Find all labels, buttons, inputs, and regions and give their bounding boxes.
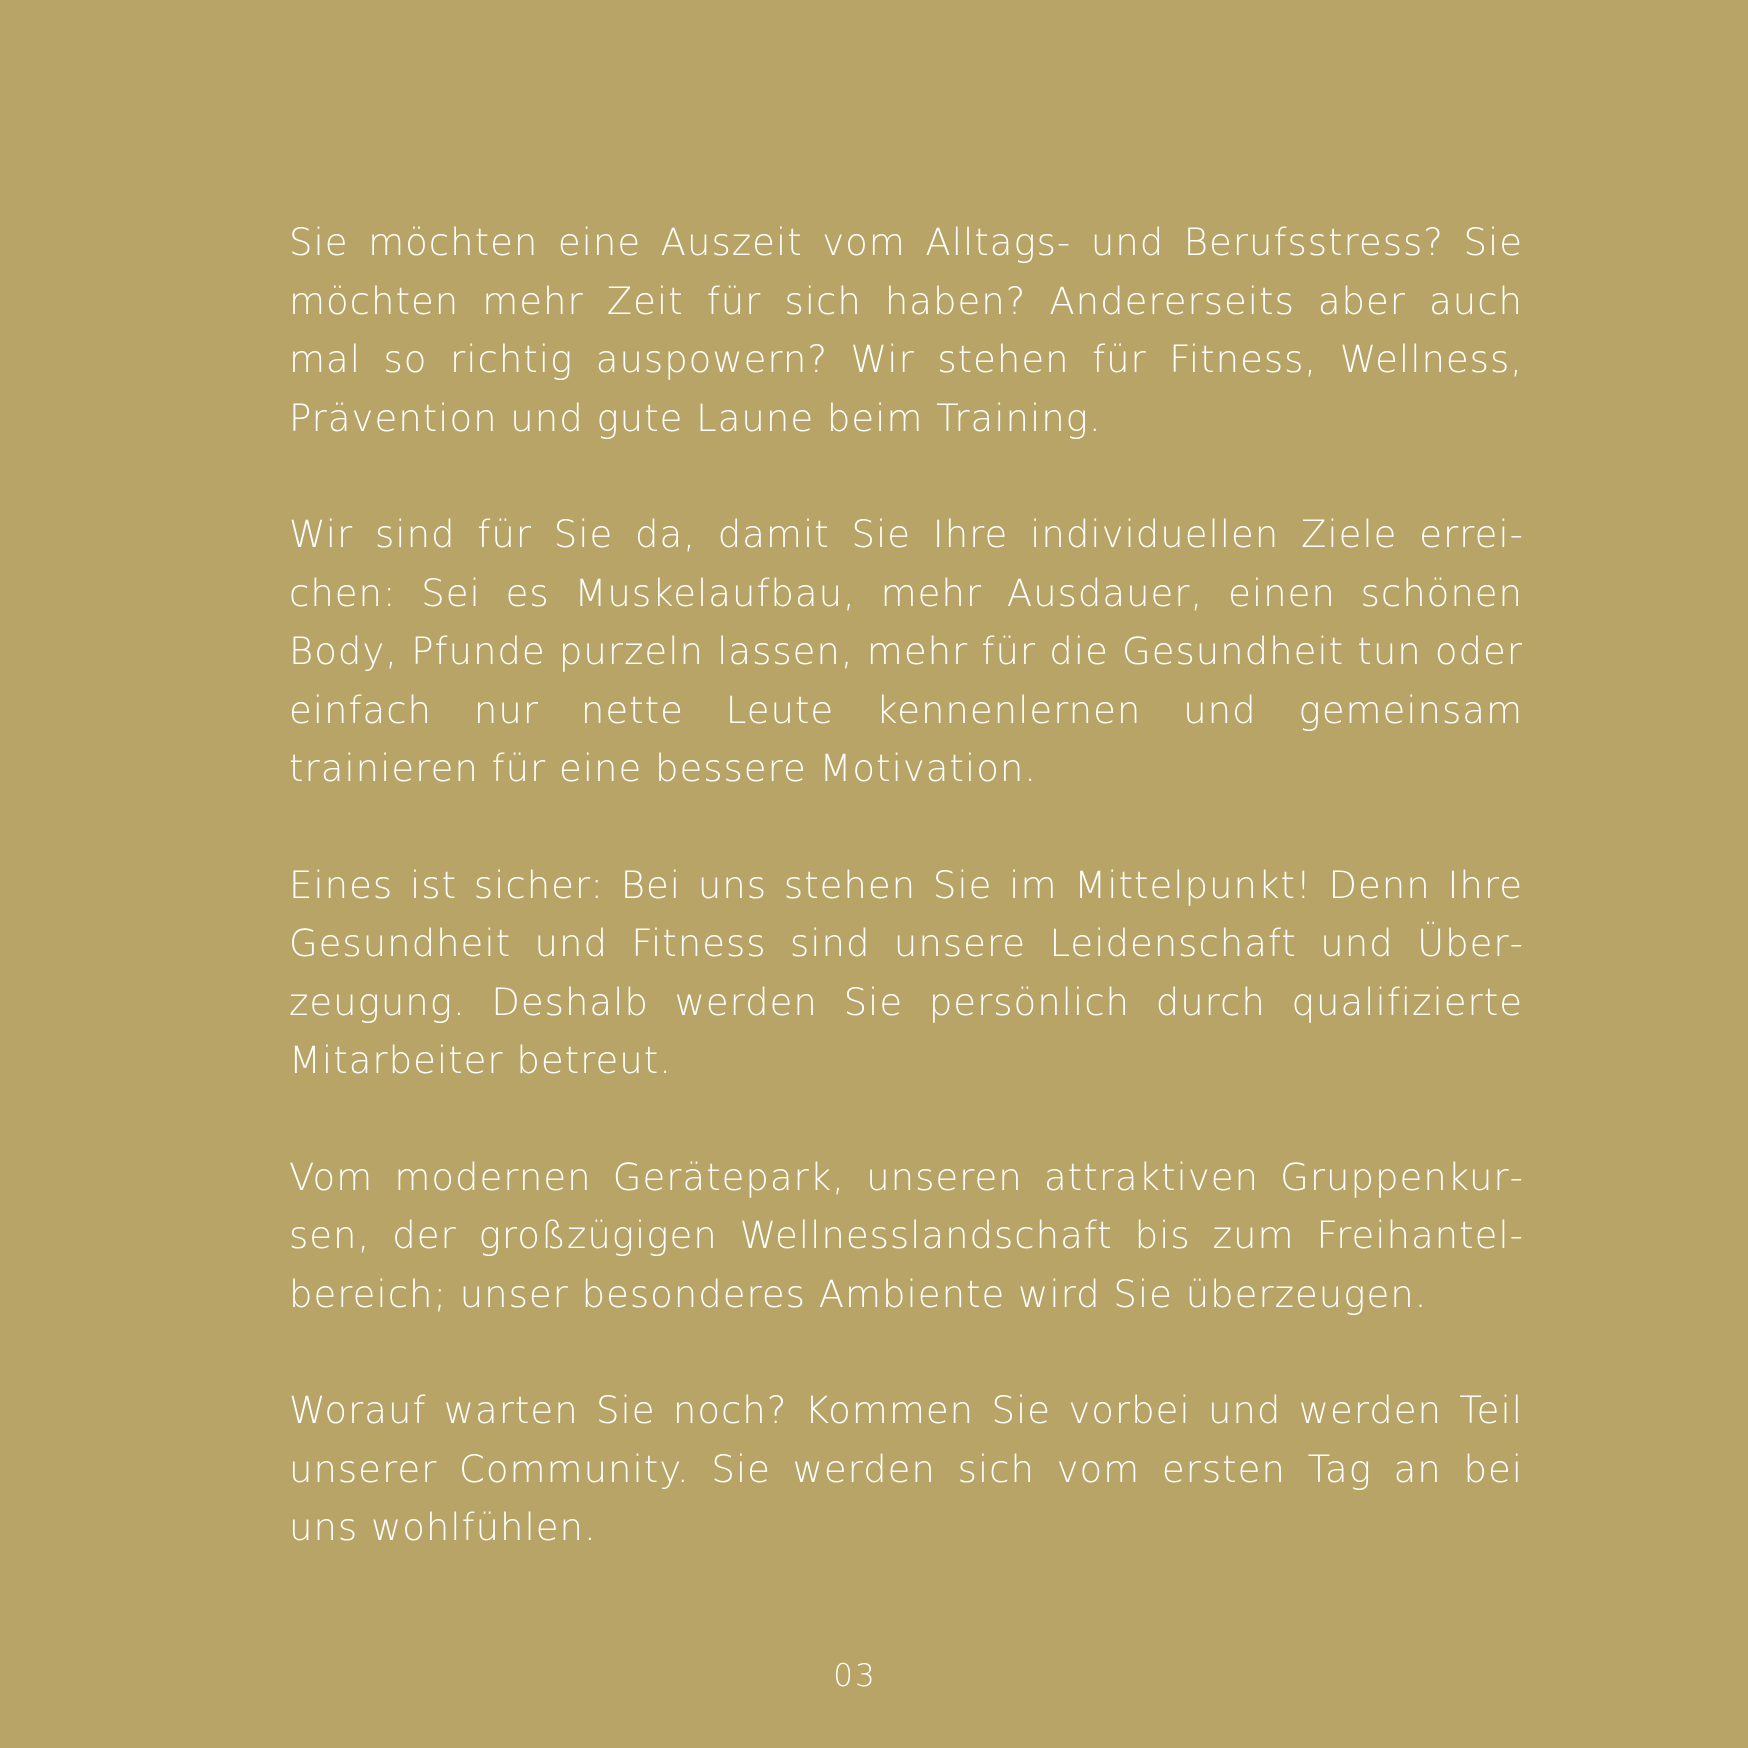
paragraph-focus: Eines ist sicher: Bei uns stehen Sie im Mittelpunkt! Denn Ihre Gesundheit und Fitness sind unsere Leidenschaft und Überzeugung. Deshalb werden Sie persönlich durch qualifizierte Mitarbeiter betreut. [289,863,1523,1082]
paragraph-call-to-action: Worauf warten Sie noch? Kommen Sie vorbei und werden Teil unserer Community. Sie werden sich vom ersten Tag an bei uns wohlfühlen. [289,1389,1523,1549]
body-text [289,214,1523,1558]
page-number: 03 [833,1658,877,1694]
paragraph-goals: Wir sind für Sie da, damit Sie Ihre individuellen Ziele erreichen: Sei es Muskelaufbau, mehr Ausdauer, einen schönen Body, Pfunde purzeln lassen, mehr für die Gesundheit tun oder einfach nur nette Leute kennenlernen und gemeinsam trainieren für eine bessere Motivation. [289,513,1523,790]
paragraph-facilities: Vom modernen Gerätepark, unseren attraktiven Gruppenkursen, der großzügigen Wellnesslandschaft bis zum Freihantelbereich; unser besonderes Ambiente wird Sie überzeugen. [289,1155,1523,1316]
paragraph-intro: Sie möchten eine Auszeit vom Alltags- und Berufsstress? Sie möchten mehr Zeit für sich haben? Andererseits aber auch mal so richtig auspowern? Wir stehen für Fitness, Wellness, Prävention und gute Laune beim Training. [289,221,1523,440]
